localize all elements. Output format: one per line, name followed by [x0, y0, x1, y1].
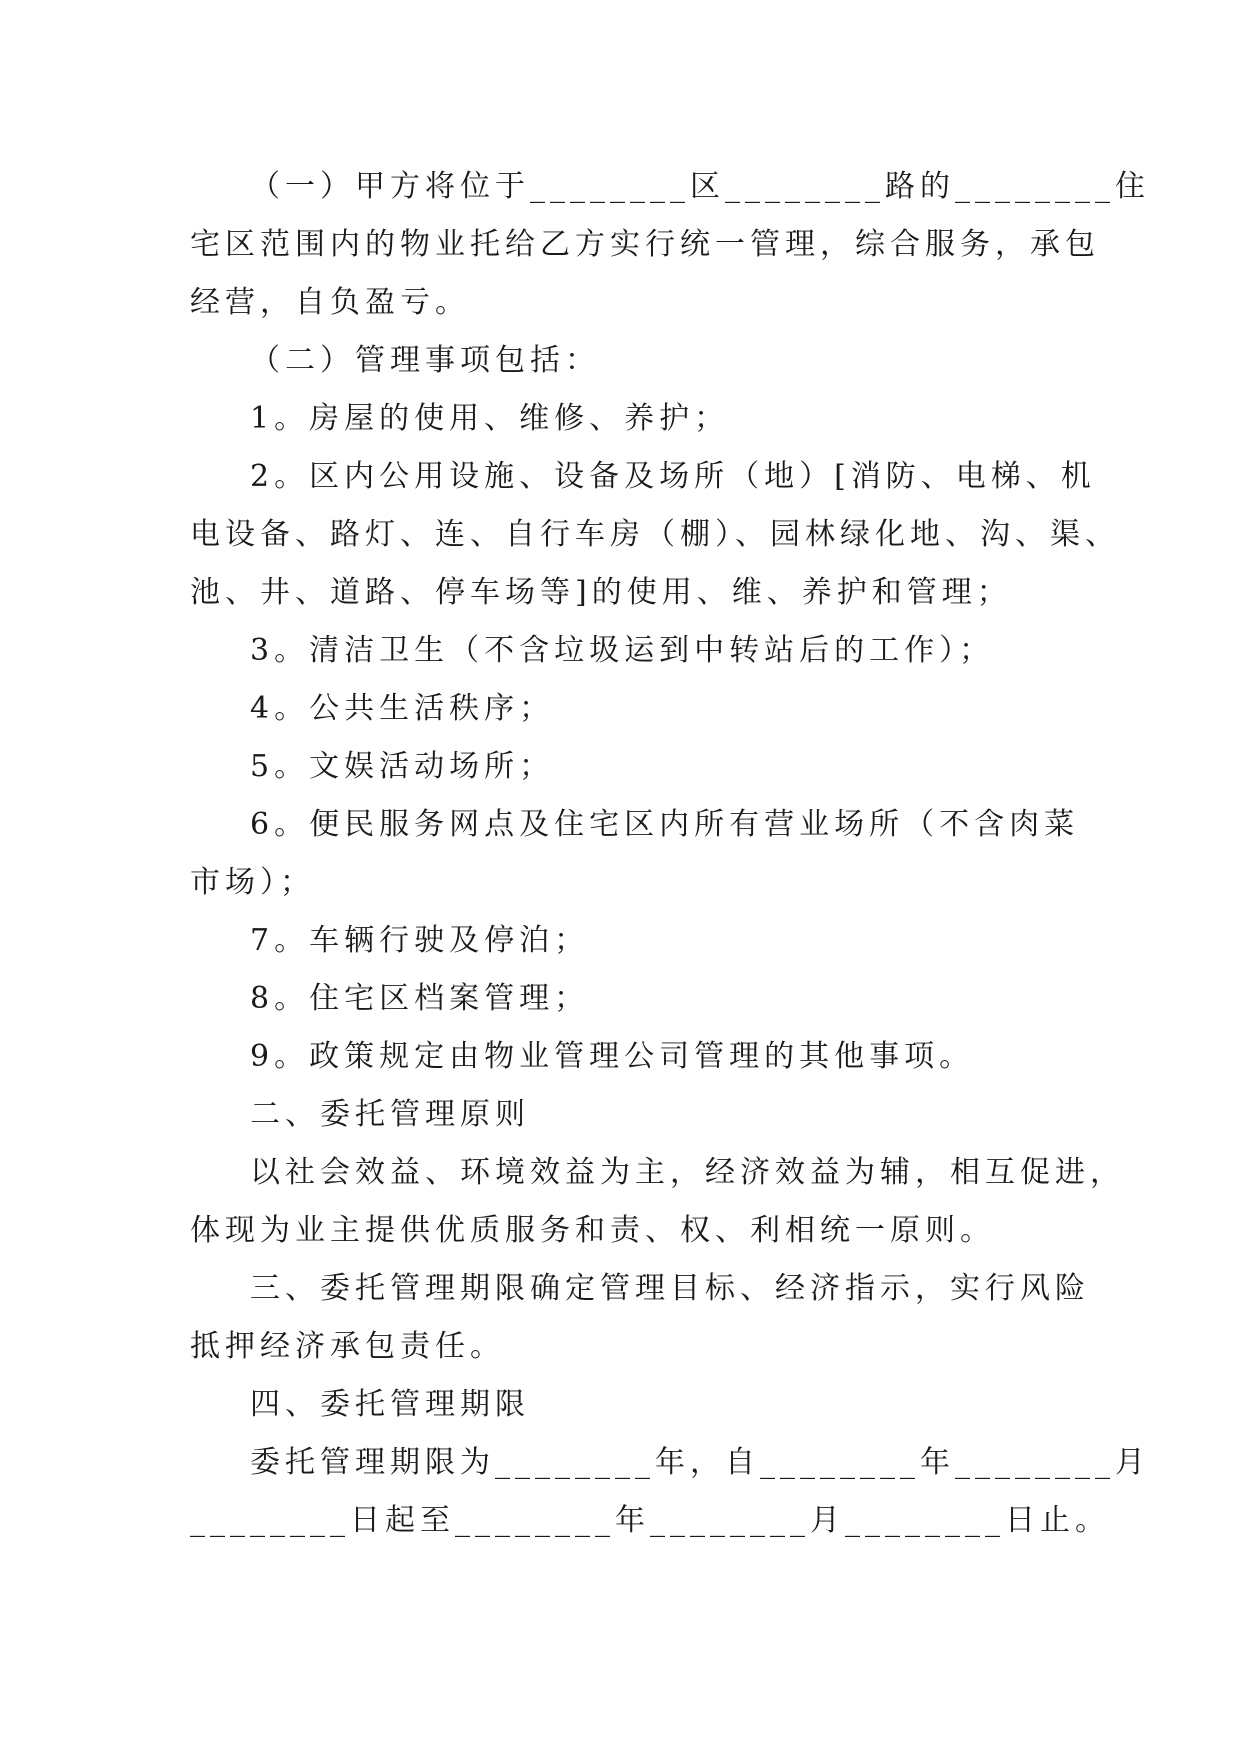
list-item: 6。便民服务网点及住宅区内所有营业场所（不含肉菜 — [250, 807, 1080, 842]
paragraph-line: 经营，自负盈亏。 — [190, 285, 470, 320]
list-item: 7。车辆行驶及停泊； — [250, 923, 590, 958]
list-item: 9。政策规定由物业管理公司管理的其他事项。 — [250, 1039, 975, 1074]
list-item: 1。房屋的使用、维修、养护； — [250, 401, 730, 436]
section-heading: 四、委托管理期限 — [250, 1387, 530, 1422]
list-item: 2。区内公用设施、设备及场所（地）[消防、电梯、机 — [250, 459, 1096, 494]
paragraph-line: 宅区范围内的物业托给乙方实行统一管理，综合服务，承包 — [190, 227, 1100, 262]
section-heading: 二、委托管理原则 — [250, 1097, 530, 1132]
paragraph-line: ________日起至________年________月________日止。 — [190, 1503, 1110, 1538]
document-body — [190, 158, 1150, 1550]
paragraph-line: 抵押经济承包责任。 — [190, 1329, 505, 1364]
paragraph-line: 以社会效益、环境效益为主，经济效益为辅，相互促进， — [250, 1155, 1125, 1190]
list-item-continuation: 池、井、道路、停车场等]的使用、维、养护和管理； — [190, 575, 1012, 610]
paragraph-line: （一）甲方将位于________区________路的________住 — [250, 169, 1150, 204]
section-heading: 三、委托管理期限确定管理目标、经济指示，实行风险 — [250, 1271, 1090, 1306]
list-item: 3。清洁卫生（不含垃圾运到中转站后的工作）； — [250, 633, 995, 668]
paragraph-line: 委托管理期限为________年，自________年________月 — [250, 1445, 1150, 1480]
list-item: 5。文娱活动场所； — [250, 749, 555, 784]
list-item-continuation: 市场）； — [190, 865, 315, 900]
paragraph-line: 体现为业主提供优质服务和责、权、利相统一原则。 — [190, 1213, 995, 1248]
paragraph-line: （二）管理事项包括： — [250, 343, 600, 378]
list-item: 8。住宅区档案管理； — [250, 981, 590, 1016]
list-item-continuation: 电设备、路灯、连、自行车房（棚）、园林绿化地、沟、渠、 — [190, 517, 1120, 552]
list-item: 4。公共生活秩序； — [250, 691, 555, 726]
